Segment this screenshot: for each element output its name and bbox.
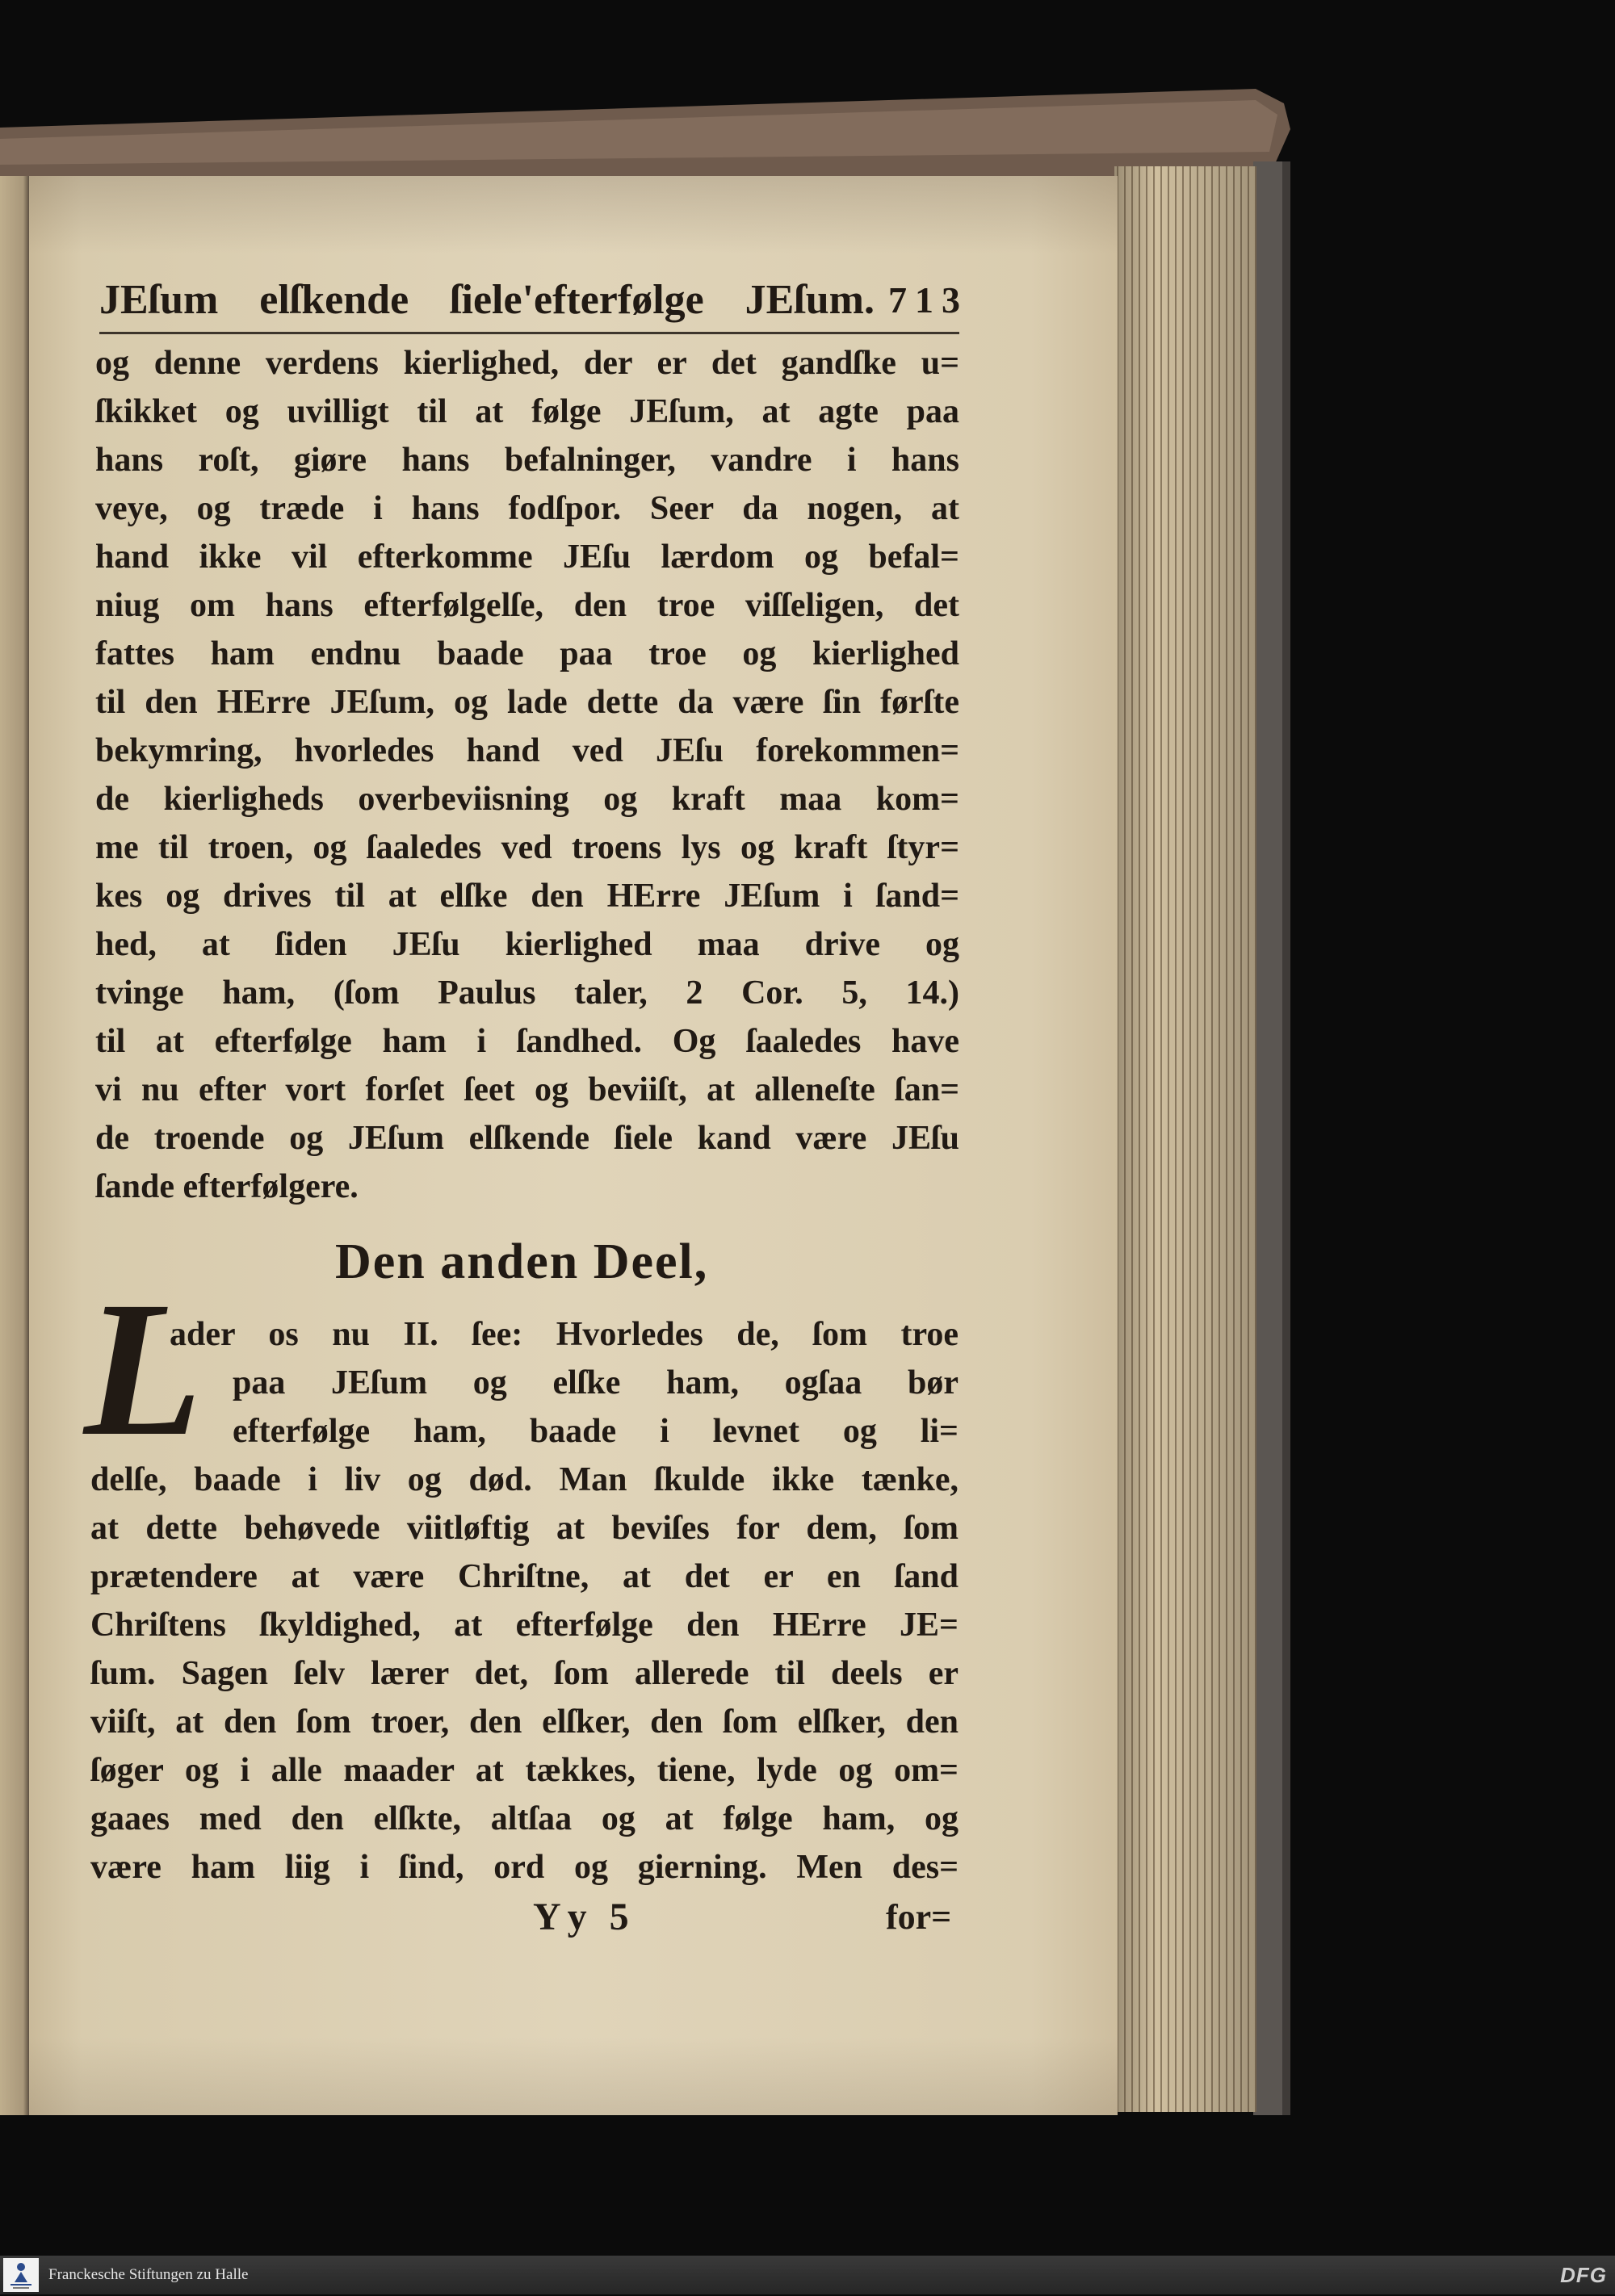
section-line: viiſt, at den ſom troer, den elſker, den ſom elſker, den [90,1703,959,1741]
dfg-logo[interactable]: DFG [1560,2263,1607,2287]
body-line: de troende og JEſum elſkende ſiele kand være JEſu [95,1120,959,1157]
body-line: bekymring, hvorledes hand ved JEſu forekommen= [95,732,959,769]
body-line: hand ikke vil efterkomme JEſu lærdom og befal= [95,538,959,576]
left-page-edge [0,176,29,2115]
body-line: hans roſt, giøre hans befalninger, vandre i hans [95,442,959,479]
body-line: kes og drives til at elſke den HErre JEſum i ſand= [95,878,959,915]
section-line: ſøger og i alle maader at tækkes, tiene, lyde og om= [90,1752,959,1789]
section-line: delſe, baade i liv og død. Man ſkulde ikke tænke, [90,1461,959,1498]
body-line: til at efterfølge ham i ſandhed. Og ſaaledes have [95,1023,959,1060]
drop-cap: L [84,1261,203,1476]
section-heading: Den anden Deel, [335,1234,709,1289]
page-number: 713 [888,279,968,321]
body-line: hed, at ſiden JEſu kierlighed maa drive og [95,926,959,963]
section-line: Chriſtens ſkyldighed, at efterfølge den HErre JE= [90,1607,959,1644]
running-head-rule [99,332,959,334]
body-line: veye, og træde i hans fodſpor. Seer da nogen, at [95,490,959,527]
body-line: ſande efterfølgere. [95,1168,359,1205]
body-text [95,339,959,1211]
section-line: efterfølge ham, baade i levnet og li= [233,1413,959,1450]
body-line: de kierligheds overbeviisning og kraft maa kom= [95,781,959,818]
franckesche-stiftungen-logo-icon[interactable] [3,2258,39,2292]
running-head-title: JEſum elſkende ſiele'efterfølge JEſum. [99,277,875,323]
section-line: gaaes med den elſkte, altſaa og at følge ham, og [90,1800,959,1837]
body-line: til den HErre JEſum, og lade dette da være ſin førſte [95,684,959,721]
institution-name[interactable]: Franckesche Stiftungen zu Halle [48,2266,249,2283]
body-line: tvinge ham, (ſom Paulus taler, 2 Cor. 5, 14.) [95,974,959,1012]
body-line: vi nu efter vort forſet ſeet og beviiſt, at alleneſte ſan= [95,1071,959,1108]
section-line: være ham liig i ſind, ord og gierning. Men des= [90,1849,959,1886]
section-line: prætendere at være Chriſtne, at det er en ſand [90,1558,959,1595]
section-line: paa JEſum og elſke ham, ogſaa bør [233,1364,959,1401]
body-line: niug om hans efterfølgelſe, den troe viſſeligen, det [95,587,959,624]
signature-mark: Yy 5 [533,1896,636,1938]
section-line: at dette behøvede viitløftig at beviſes for dem, ſom [90,1510,959,1547]
catchword: for= [886,1897,952,1937]
section-line: ader os nu II. ſee: Hvorledes de, ſom troe [170,1316,959,1353]
viewer-footer-bar [0,2256,1615,2294]
section-text [90,1310,959,1892]
body-line: fattes ham endnu baade paa troe og kierlighed [95,635,959,672]
body-line: me til troen, og ſaaledes ved troens lys og kraft ſtyr= [95,829,959,866]
body-line: og denne verdens kierlighed, der er det gandſke u= [95,345,959,382]
body-line: ſkikket og uvilligt til at følge JEſum, at agte paa [95,393,959,430]
section-line: ſum. Sagen ſelv lærer det, ſom allerede til deels er [90,1655,959,1692]
